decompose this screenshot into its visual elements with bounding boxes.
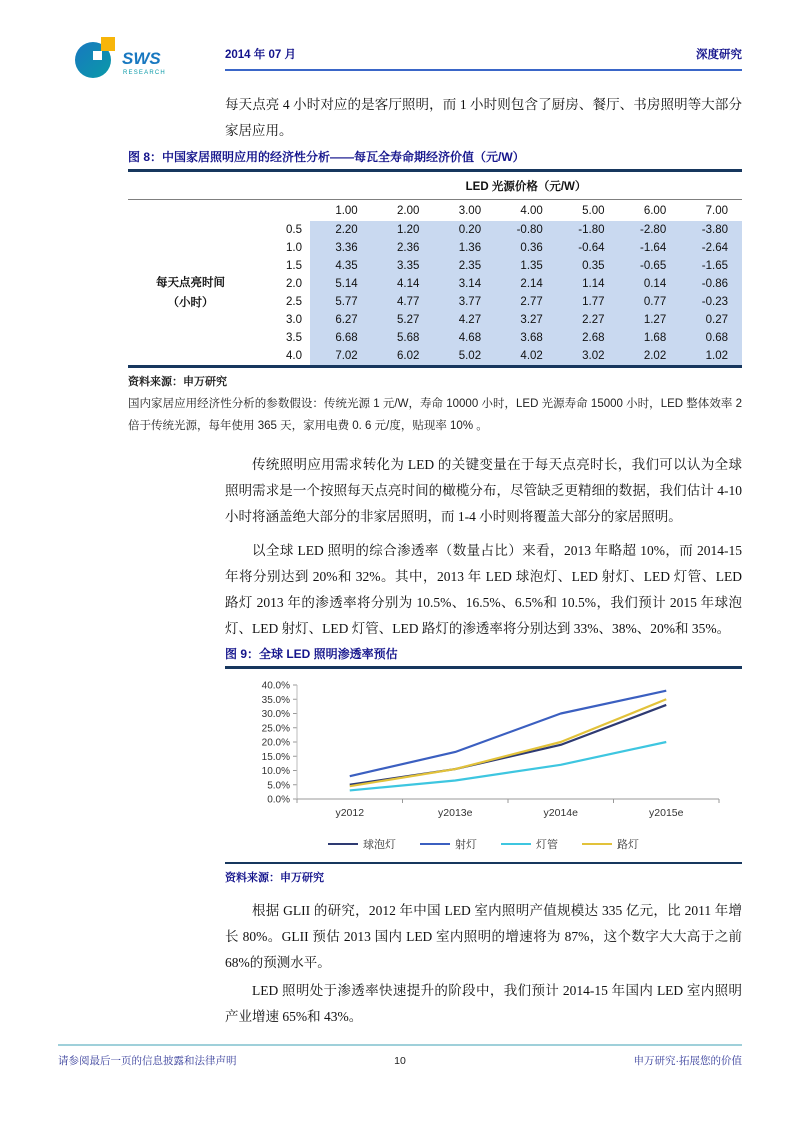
value-cell: 2.68	[557, 329, 619, 347]
value-cell: 2.27	[557, 311, 619, 329]
value-cell: 1.77	[557, 293, 619, 311]
table-column-header-row	[128, 200, 742, 222]
svg-text:20.0%: 20.0%	[261, 737, 290, 749]
table-group-header-row	[128, 172, 742, 200]
svg-text:y2012: y2012	[335, 807, 365, 819]
report-date: 2014 年 07 月	[225, 49, 296, 61]
value-cell: 5.14	[310, 275, 372, 293]
sws-logo	[72, 34, 202, 82]
svg-text:40.0%: 40.0%	[261, 680, 290, 692]
paragraph-5: LED 照明处于渗透率快速提升的阶段中，我们预计 2014-15 年国内 LED 室内照明产业增速 65%和 43%。	[225, 983, 742, 1024]
legend-item	[501, 836, 558, 852]
svg-text:5.0%: 5.0%	[267, 780, 290, 792]
value-cell: 1.27	[619, 311, 681, 329]
value-cell: 6.68	[310, 329, 372, 347]
figure-9-title: 图 9：全球 LED 照明渗透率预估	[225, 645, 742, 669]
svg-text:15.0%: 15.0%	[261, 751, 290, 763]
table-row-group-header: 每天点亮时间 （小时）	[128, 221, 253, 367]
page-number: 10	[394, 1055, 406, 1067]
figure-8	[128, 148, 742, 437]
table-column-header: 4.00	[520, 205, 543, 217]
value-cell: 6.02	[372, 347, 434, 367]
value-cell: 2.02	[619, 347, 681, 367]
value-cell: 4.35	[310, 257, 372, 275]
value-cell: 1.68	[619, 329, 681, 347]
svg-text:25.0%: 25.0%	[261, 723, 290, 735]
value-cell: 4.77	[372, 293, 434, 311]
hours-cell: 1.5	[253, 257, 310, 275]
paragraph-1: 每天点亮 4 小时对应的是客厅照明，而 1 小时则包含了厨房、餐厅、书房照明等大部分家居应用。	[225, 97, 742, 138]
paragraph-4: 根据 GLII 的研究，2012 年中国 LED 室内照明产值规模达 335 亿元，比 2011 年增长 80%。GLII 预估 2013 国内 LED 室内照明的增速将为 87%，这个数字大大高于之前 68%的预测水平。	[225, 903, 742, 970]
penetration-chart	[225, 669, 742, 834]
legend-swatch	[501, 843, 531, 846]
table-column-header: 1.00	[335, 205, 358, 217]
value-cell: 0.36	[495, 239, 557, 257]
value-cell: 5.68	[372, 329, 434, 347]
page-header	[225, 46, 742, 71]
value-cell: -0.86	[680, 275, 742, 293]
value-cell: 0.68	[680, 329, 742, 347]
legend-swatch	[582, 843, 612, 846]
table-row	[128, 221, 742, 239]
legend-label: 灯管	[536, 839, 558, 851]
table-column-header: 5.00	[582, 205, 605, 217]
value-cell: 2.77	[495, 293, 557, 311]
value-cell: -2.64	[680, 239, 742, 257]
footer-slogan: 申万研究·拓展您的价值	[633, 1055, 742, 1067]
legend-label: 球泡灯	[363, 839, 396, 851]
value-cell: 3.77	[433, 293, 495, 311]
value-cell: 1.36	[433, 239, 495, 257]
value-cell: -1.80	[557, 221, 619, 239]
value-cell: 5.77	[310, 293, 372, 311]
svg-text:35.0%: 35.0%	[261, 694, 290, 706]
legend-label: 路灯	[617, 839, 639, 851]
paragraph-2: 传统照明应用需求转化为 LED 的关键变量在于每天点亮时长，我们可以认为全球照明需求是一个按照每天点亮时间的橄榄分布，尽管缺乏更精细的数据，我们估计 4-10 小时将涵盖绝大部分的非家居照明，而 1-4 小时则将覆盖大部分的家居照明。	[225, 457, 742, 524]
hours-cell: 3.0	[253, 311, 310, 329]
hours-cell: 2.5	[253, 293, 310, 311]
value-cell: 2.35	[433, 257, 495, 275]
figure-8-table	[128, 172, 742, 368]
hours-cell: 3.5	[253, 329, 310, 347]
figure-8-note: 国内家居应用经济性分析的参数假设：传统光源 1 元/W，寿命 10000 小时，LED 光源寿命 15000 小时，LED 整体效率 2 倍于传统光源，每年使用 365 天，家用电费 0. 6 元/度，贴现率 10% 。	[128, 398, 742, 432]
value-cell: -1.64	[619, 239, 681, 257]
value-cell: 6.27	[310, 311, 372, 329]
table-column-header: 2.00	[397, 205, 420, 217]
figure-8-title: 图 8：中国家居照明应用的经济性分析——每瓦全寿命期经济价值（元/W）	[128, 148, 742, 172]
hours-cell: 4.0	[253, 347, 310, 367]
value-cell: 2.20	[310, 221, 372, 239]
svg-text:SWS: SWS	[122, 49, 161, 68]
legend-item	[582, 836, 639, 852]
svg-text:y2014e: y2014e	[543, 807, 578, 819]
value-cell: 1.02	[680, 347, 742, 367]
value-cell: 1.35	[495, 257, 557, 275]
value-cell: 3.27	[495, 311, 557, 329]
svg-text:0.0%: 0.0%	[267, 794, 290, 806]
value-cell: -2.80	[619, 221, 681, 239]
table-column-header: 6.00	[643, 205, 667, 217]
value-cell: 3.35	[372, 257, 434, 275]
value-cell: -1.65	[680, 257, 742, 275]
value-cell: 1.20	[372, 221, 434, 239]
legend-item	[420, 836, 477, 852]
value-cell: 4.27	[433, 311, 495, 329]
hours-cell: 0.5	[253, 221, 310, 239]
page-footer	[58, 1044, 742, 1068]
value-cell: 0.27	[680, 311, 742, 329]
series-line-射灯	[350, 691, 667, 777]
legend-item	[328, 836, 396, 852]
svg-text:RESEARCH: RESEARCH	[123, 70, 166, 76]
value-cell: 5.02	[433, 347, 495, 367]
value-cell: -0.64	[557, 239, 619, 257]
value-cell: 1.14	[557, 275, 619, 293]
value-cell: 3.68	[495, 329, 557, 347]
figure-9	[225, 645, 742, 885]
sws-logo-icon	[72, 34, 202, 82]
legend-swatch	[328, 843, 358, 846]
chart-legend	[225, 836, 742, 852]
table-col-group-header: LED 光源价格（元/W）	[465, 181, 587, 193]
value-cell: 4.14	[372, 275, 434, 293]
svg-text:y2015e: y2015e	[649, 807, 684, 819]
value-cell: -0.23	[680, 293, 742, 311]
value-cell: 4.02	[495, 347, 557, 367]
value-cell: 3.14	[433, 275, 495, 293]
figure-8-source: 资料来源：申万研究	[128, 376, 227, 388]
footer-disclaimer: 请参阅最后一页的信息披露和法律声明	[58, 1055, 237, 1067]
report-type: 深度研究	[696, 49, 742, 61]
value-cell: 0.20	[433, 221, 495, 239]
paragraph-3: 以全球 LED 照明的综合渗透率（数量占比）来看，2013 年略超 10%，而 2014-15 年将分别达到 20%和 32%。其中，2013 年 LED 球泡灯、LED 射灯、LED 灯管、LED 路灯 2013 年的渗透率将分别为 10.5%、16.5%、6.5%和 10.5%，我们预计 2015 年球泡灯、LED 射灯、LED 灯管、LED 路灯的渗透率将分别达到 33%、38%、20%和 35%。	[225, 543, 742, 636]
value-cell: 0.35	[557, 257, 619, 275]
svg-text:10.0%: 10.0%	[261, 766, 290, 777]
figure-9-source: 资料来源：申万研究	[225, 872, 324, 884]
table-column-header: 7.00	[705, 205, 728, 217]
table-column-header: 3.00	[458, 205, 482, 217]
value-cell: 2.14	[495, 275, 557, 293]
svg-text:y2013e: y2013e	[438, 807, 473, 819]
svg-text:30.0%: 30.0%	[261, 709, 290, 720]
value-cell: 3.02	[557, 347, 619, 367]
legend-swatch	[420, 843, 450, 846]
value-cell: -0.80	[495, 221, 557, 239]
value-cell: 0.77	[619, 293, 681, 311]
value-cell: -0.65	[619, 257, 681, 275]
value-cell: 7.02	[310, 347, 372, 367]
value-cell: 0.14	[619, 275, 681, 293]
legend-label: 射灯	[455, 839, 477, 851]
value-cell: 5.27	[372, 311, 434, 329]
penetration-chart-box	[225, 669, 742, 864]
hours-cell: 2.0	[253, 275, 310, 293]
value-cell: 3.36	[310, 239, 372, 257]
value-cell: 2.36	[372, 239, 434, 257]
line-chart	[243, 677, 733, 827]
value-cell: -3.80	[680, 221, 742, 239]
value-cell: 4.68	[433, 329, 495, 347]
hours-cell: 1.0	[253, 239, 310, 257]
